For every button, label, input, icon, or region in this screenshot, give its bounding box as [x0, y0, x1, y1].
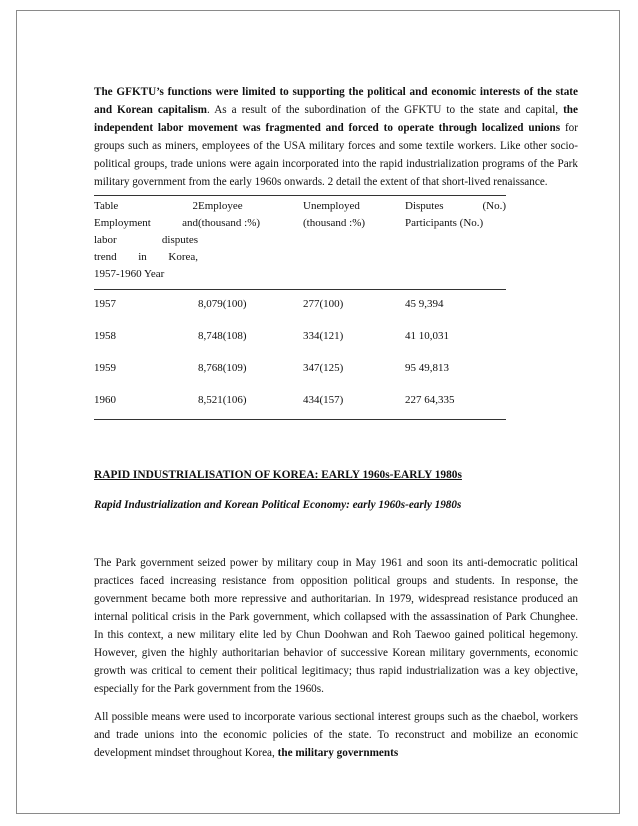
disputes-cell: 227 64,335	[405, 386, 506, 420]
table-row	[94, 386, 506, 420]
unemployed-header-line: Unemployed	[303, 200, 360, 212]
employee-header-line: Employee	[198, 200, 243, 212]
body-paragraph: The Park government seized power by military coup in May 1961 and soon its anti-democratic political practices faced increasing resistance from opposition political groups and students. In response, the government became both more repressive and authoritarian. In 1979, widespread resistance produced an internal political crisis in the Park government, which collapsed with the assassination of Park Chunghee. In this context, a new military elite led by Chun Doohwan and Roh Taewoo gained political hegemony. However, given the highly authoritarian behavior of successive Korean military governments, economic growth was critical to cement their political legitimacy; thus rapid industrialization was a key objective, especially for the Park government from the 1960s.	[94, 557, 578, 695]
disputes-cell: 95 49,813	[405, 362, 449, 374]
employee-cell: 8,079(100)	[198, 298, 247, 310]
table-row	[94, 354, 506, 386]
table-header-row	[94, 196, 506, 290]
year-cell: 1959	[94, 362, 116, 374]
intro-bold-1: The GFKTU’s functions were limited to supporting the political and economic interests of the state and Korean capitalism	[94, 86, 578, 116]
table-caption-line: trend in Korea,	[94, 251, 198, 263]
disputes-header	[405, 196, 506, 290]
disputes-cell: 45 9,394	[405, 298, 444, 310]
employee-header-line: (thousand :%)	[198, 217, 261, 229]
disputes-header-unit: (No.)	[482, 200, 506, 212]
year-cell: 1958	[94, 330, 116, 342]
disputes-cell: 41 10,031	[405, 330, 449, 342]
employee-cell: 8,521(106)	[198, 386, 303, 420]
page-content	[94, 83, 578, 762]
body-paragraph-final	[94, 708, 578, 762]
table-row	[94, 322, 506, 354]
table-caption-cell	[94, 196, 198, 290]
subsection-heading: Rapid Industrialization and Korean Political Economy: early 1960s-early 1980s	[94, 499, 462, 511]
unemployed-cell: 347(125)	[303, 362, 344, 374]
table-caption-line: Table 2	[94, 200, 198, 212]
unemployed-cell: 277(100)	[303, 298, 344, 310]
intro-text-1: . As a result of the subordination of the GFKTU to the state and capital,	[207, 104, 564, 116]
table-caption-line: labor disputes	[94, 234, 198, 246]
intro-text-2: for groups such as miners, employees of the USA military forces and some textile workers. Like other socio-political groups, trade unions were again incorporated into the rapid industrialization programs of the Park military government from the early 1960s onwards. 2 detail the extent of that short-lived renaissance.	[94, 122, 578, 188]
participants-header-line: Participants (No.)	[405, 217, 484, 229]
table-row	[94, 290, 506, 323]
final-paragraph-text: All possible means were used to incorporate various sectional interest groups such as the chaebol, workers and trade unions into the economic policies of the state. To reconstruct and mobilize an economic development mindset throughout Korea,	[94, 711, 578, 759]
intro-bold-2: the independent labor movement was fragmented and forced to operate through localized unions	[94, 104, 578, 134]
table-caption-line: 1957-1960 Year	[94, 268, 165, 280]
employee-cell: 8,748(108)	[198, 330, 247, 342]
year-cell: 1957	[94, 298, 116, 310]
final-paragraph-bold: the military governments	[277, 747, 399, 759]
year-cell: 1960	[94, 386, 198, 420]
document-page	[16, 10, 620, 814]
unemployed-cell: 334(121)	[303, 330, 344, 342]
disputes-header-line: Disputes	[405, 200, 444, 212]
employee-cell: 8,768(109)	[198, 362, 247, 374]
unemployed-header-line: (thousand :%)	[303, 217, 366, 229]
unemployed-header	[303, 196, 405, 290]
section-heading: RAPID INDUSTRIALISATION OF KOREA: EARLY 1960s-EARLY 1980s	[94, 469, 462, 481]
intro-paragraph	[94, 83, 578, 191]
unemployed-cell: 434(157)	[303, 386, 405, 420]
employment-table	[94, 195, 506, 420]
table-caption-line: Employment and	[94, 217, 198, 229]
employee-header	[198, 196, 303, 290]
